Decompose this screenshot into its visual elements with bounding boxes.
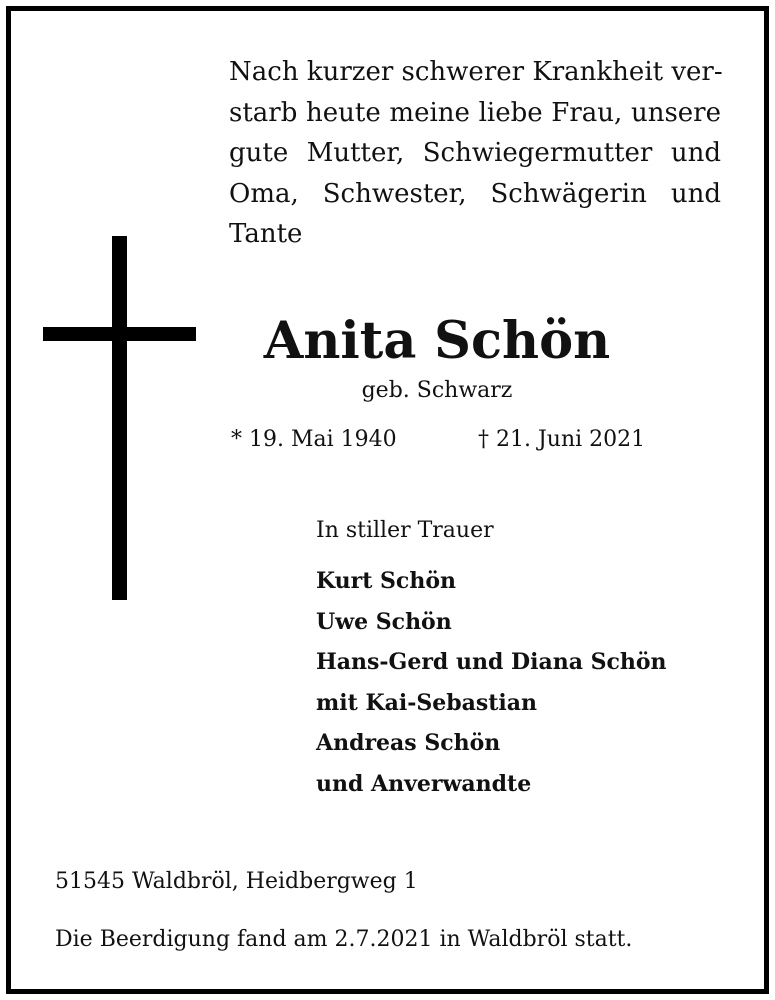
address: 51545 Waldbröl, Heidbergweg 1 (55, 869, 418, 894)
intro-line: Tante (229, 219, 303, 249)
intro-line: Nach kurzer schwerer Krankheit ver- (229, 57, 723, 87)
mourner-name: Uwe Schön (316, 608, 452, 635)
cross-horizontal-bar (43, 327, 196, 341)
birth-name: geb. Schwarz (361, 378, 513, 403)
birth-date: * 19. Mai 1940 (231, 427, 397, 452)
funeral-note: Die Beerdigung fand am 2.7.2021 in Waldbröl statt. (55, 927, 633, 952)
mourners-list (316, 561, 667, 805)
mourner-name: Andreas Schön (316, 730, 501, 757)
intro-line: starb heute meine liebe Frau, unsere (229, 97, 721, 128)
intro-line: Oma, Schwester, Schwägerin und (229, 178, 721, 209)
mourner-name: Kurt Schön (316, 568, 456, 594)
cross-vertical-bar (112, 236, 127, 600)
mourner-name: mit Kai-Sebastian (316, 689, 537, 716)
intro-line: gute Mutter, Schwiegermutter und (229, 138, 721, 168)
deceased-name: Anita Schön (263, 311, 611, 371)
mourning-phrase: In stiller Trauer (316, 518, 494, 543)
mourner-name: und Anverwandte (316, 770, 532, 797)
intro-text (229, 52, 721, 255)
mourner-name: Hans-Gerd und Diana Schön (316, 649, 667, 676)
death-date: † 21. Juni 2021 (478, 427, 646, 452)
